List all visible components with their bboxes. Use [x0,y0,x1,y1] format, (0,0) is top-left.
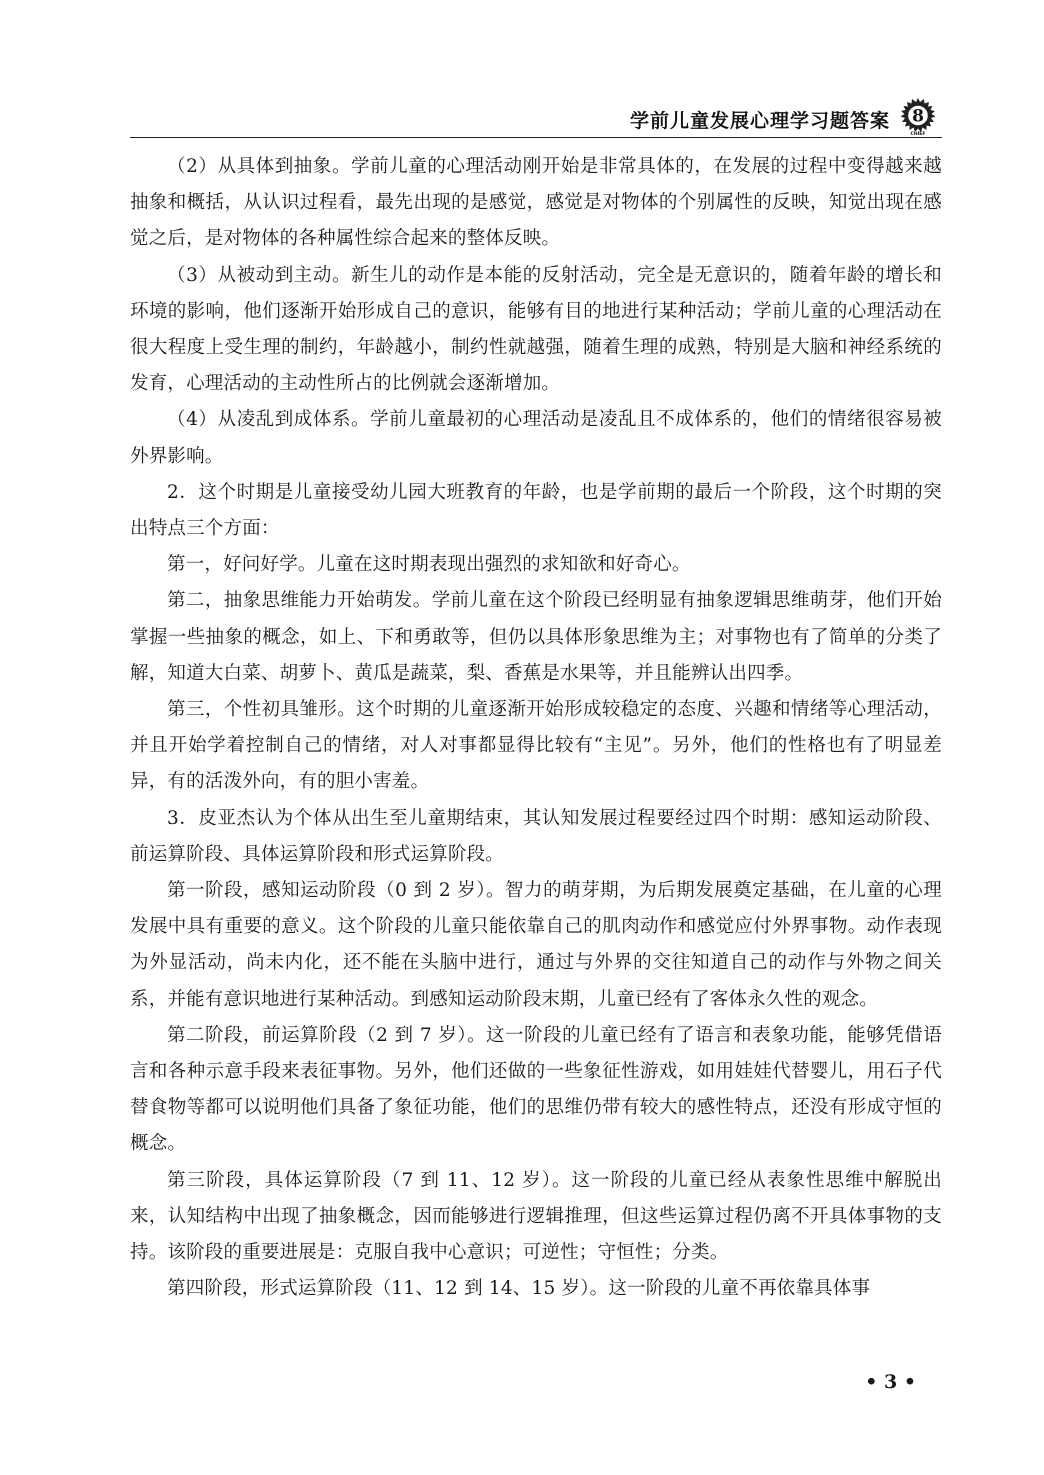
svg-text:CHIEF: CHIEF [910,132,926,136]
paragraph: （3）从被动到主动。新生儿的动作是本能的反射活动，完全是无意识的，随着年龄的增长和环境的影响，他们逐渐开始形成自己的意识，能够有目的地进行某种活动；学前儿童的心理活动在很大程度上受生理的制约，年龄越小，制约性就越强，随着生理的成熟，特别是大脑和神经系统的发育，心理活动的主动性所占的比例就会逐渐增加。 [130,264,942,395]
header-title: 学前儿童发展心理学习题答案 [629,110,890,132]
paragraph: 第一阶段，感知运动阶段（0 到 2 岁）。智力的萌芽期，为后期发展奠定基础，在儿童的心理发展中具有重要的意义。这个阶段的儿童只能依靠自己的肌肉动作和感觉应付外界事物。动作表现为外显活动，尚未内化，还不能在头脑中进行，通过与外界的交往知道自己的动作与外物之间关系，并能有意识地进行某种活动。到感知运动阶段末期，儿童已经有了客体永久性的观念。 [130,880,942,1010]
page-number: • 3 • [865,1371,916,1393]
paragraph: 第三，个性初具雏形。这个时期的儿童逐渐开始形成较稳定的态度、兴趣和情绪等心理活动，并且开始学着控制自己的情绪，对人对事都显得比较有“主见”。另外，他们的性格也有了明显差异，有的活泼外向，有的胆小害羞。 [130,699,942,793]
paragraph: 第一，好问好学。儿童在这时期表现出强烈的求知欲和好奇心。 [167,554,691,576]
paragraph: 第四阶段，形式运算阶段（11、12 到 14、15 岁）。这一阶段的儿童不再依靠具体事 [167,1278,871,1300]
paragraph: 第二，抽象思维能力开始萌发。学前儿童在这个阶段已经明显有抽象逻辑思维萌芽，他们开始掌握一些抽象的概念，如上、下和勇敢等，但仍以具体形象思维为主；对事物也有了简单的分类了解，知道大白菜、胡萝卜、黄瓜是蔬菜，梨、香蕉是水果等，并且能辨认出四季。 [130,590,942,684]
paragraph: （2）从具体到抽象。学前儿童的心理活动刚开始是非常具体的，在发展的过程中变得越来越抽象和概括，从认识过程看，最先出现的是感觉，感觉是对物体的个别属性的反映，知觉出现在感觉之后，是对物体的各种属性综合起来的整体反映。 [130,156,942,250]
paragraph: 第二阶段，前运算阶段（2 到 7 岁）。这一阶段的儿童已经有了语言和表象功能，能够凭借语言和各种示意手段来表征事物。另外，他们还做的一些象征性游戏，如用娃娃代替婴儿，用石子代替食物等都可以说明他们具备了象征功能，他们的思维仍带有较大的感性特点，还没有形成守恒的概念。 [130,1024,942,1155]
header-rule [130,137,942,138]
paragraph: 第三阶段，具体运算阶段（7 到 11、12 岁）。这一阶段的儿童已经从表象性思维中解脱出来，认知结构中出现了抽象概念，因而能够进行逻辑推理，但这些运算过程仍离不开具体事物的支持。该阶段的重要进展是：克服自我中心意识；可逆性；守恒性；分类。 [130,1169,942,1264]
publisher-logo-icon [898,96,938,136]
svg-text:8: 8 [912,106,924,127]
page-header [130,92,942,138]
paragraph: 2．这个时期是儿童接受幼儿园大班教育的年龄，也是学前期的最后一个阶段，这个时期的突出特点三个方面： [130,481,942,540]
paragraph: （4）从凌乱到成体系。学前儿童最初的心理活动是凌乱且不成体系的，他们的情绪很容易被外界影响。 [130,409,942,467]
paragraph: 3．皮亚杰认为个体从出生至儿童期结束，其认知发展过程要经过四个时期：感知运动阶段、前运算阶段、具体运算阶段和形式运算阶段。 [130,807,942,865]
page-body [130,149,942,1308]
